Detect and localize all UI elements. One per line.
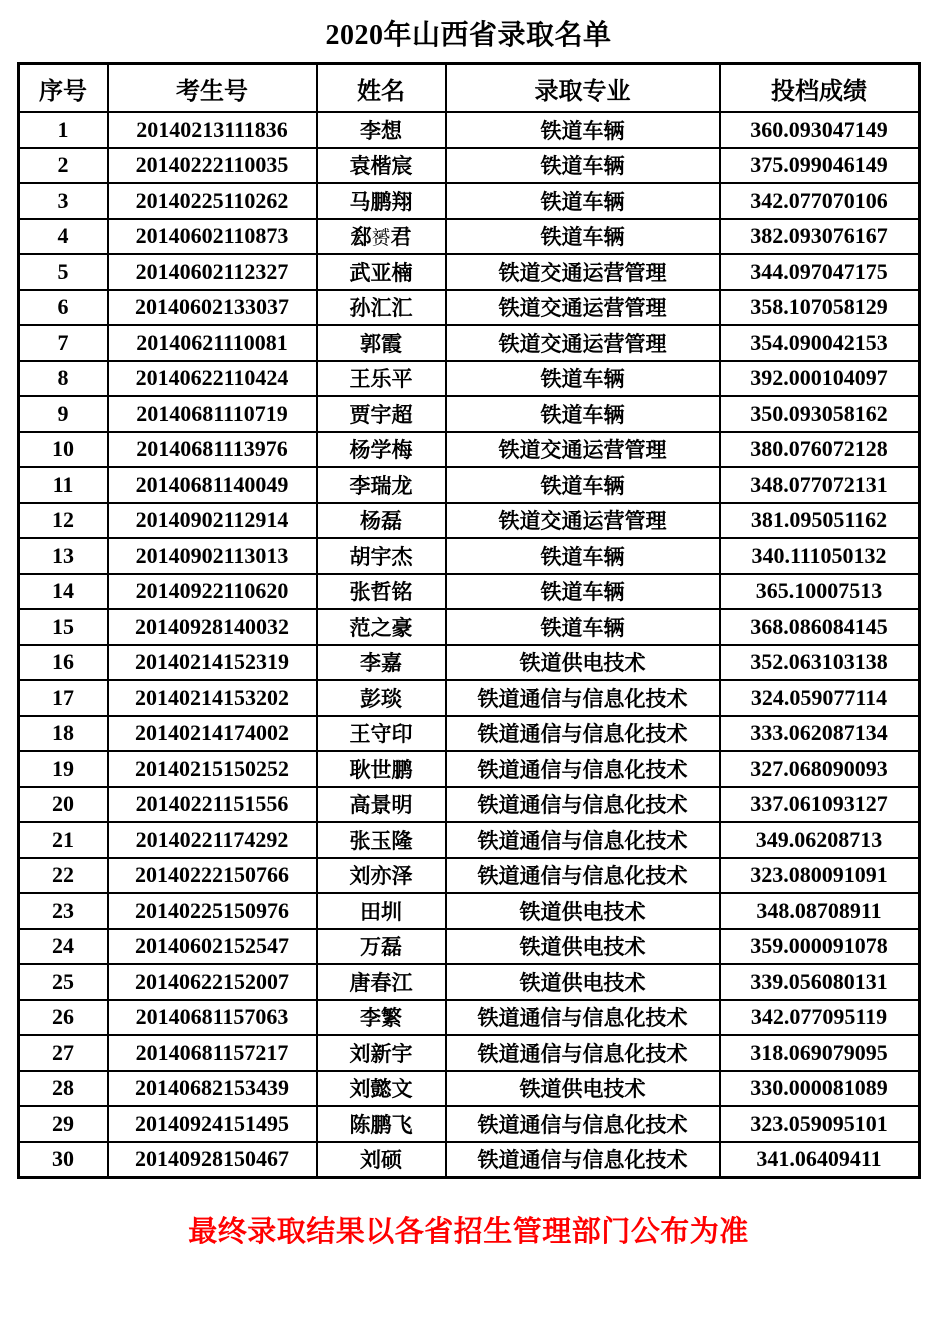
table-row <box>18 1035 919 1071</box>
table-row <box>18 325 919 361</box>
index-cell: 29 <box>18 1106 108 1142</box>
major-cell: 铁道交通运营管理 <box>446 432 720 468</box>
col-header-score: 投档成绩 <box>720 64 920 113</box>
table-row <box>18 396 919 432</box>
candidate-no-cell: 20140902112914 <box>108 503 317 539</box>
index-cell: 5 <box>18 254 108 290</box>
table-row <box>18 219 919 255</box>
index-cell: 18 <box>18 716 108 752</box>
score-cell: 344.097047175 <box>720 254 920 290</box>
candidate-no-cell: 20140681113976 <box>108 432 317 468</box>
table-row <box>18 964 919 1000</box>
name-cell: 彭琰 <box>317 680 446 716</box>
index-cell: 14 <box>18 574 108 610</box>
page-title: 2020年山西省录取名单 <box>325 20 612 51</box>
name-cell <box>317 219 446 255</box>
name-cell: 胡宇杰 <box>317 538 446 574</box>
candidate-no-cell: 20140681157217 <box>108 1035 317 1071</box>
major-cell: 铁道车辆 <box>446 609 720 645</box>
name-cell: 贾宇超 <box>317 396 446 432</box>
index-cell: 22 <box>18 858 108 894</box>
score-cell: 392.000104097 <box>720 361 920 397</box>
score-cell: 358.107058129 <box>720 290 920 326</box>
candidate-no-cell: 20140928140032 <box>108 609 317 645</box>
name-cell: 刘新宇 <box>317 1035 446 1071</box>
name-glyph: 君 <box>390 226 412 250</box>
candidate-no-cell: 20140681140049 <box>108 467 317 503</box>
major-cell: 铁道交通运营管理 <box>446 290 720 326</box>
candidate-no-cell: 20140928150467 <box>108 1142 317 1178</box>
table-row <box>18 787 919 823</box>
table-row <box>18 361 919 397</box>
score-cell: 349.06208713 <box>720 822 920 858</box>
major-cell: 铁道通信与信息化技术 <box>446 1106 720 1142</box>
score-cell: 360.093047149 <box>720 112 920 148</box>
table-row <box>18 503 919 539</box>
candidate-no-cell: 20140225150976 <box>108 893 317 929</box>
table-row <box>18 645 919 681</box>
score-cell: 337.061093127 <box>720 787 920 823</box>
major-cell: 铁道通信与信息化技术 <box>446 751 720 787</box>
score-cell: 342.077070106 <box>720 183 920 219</box>
index-cell: 19 <box>18 751 108 787</box>
score-cell: 375.099046149 <box>720 148 920 184</box>
major-cell: 铁道供电技术 <box>446 964 720 1000</box>
major-cell: 铁道车辆 <box>446 112 720 148</box>
index-cell: 15 <box>18 609 108 645</box>
table-row <box>18 893 919 929</box>
col-header-index: 序号 <box>18 64 108 113</box>
index-cell: 2 <box>18 148 108 184</box>
major-cell: 铁道通信与信息化技术 <box>446 1035 720 1071</box>
major-cell: 铁道供电技术 <box>446 645 720 681</box>
score-cell: 380.076072128 <box>720 432 920 468</box>
table-row <box>18 929 919 965</box>
candidate-no-cell: 20140222150766 <box>108 858 317 894</box>
table-row <box>18 1106 919 1142</box>
major-cell: 铁道供电技术 <box>446 929 720 965</box>
index-cell: 12 <box>18 503 108 539</box>
name-cell: 李想 <box>317 112 446 148</box>
name-cell: 张哲铭 <box>317 574 446 610</box>
table-row <box>18 112 919 148</box>
major-cell: 铁道车辆 <box>446 396 720 432</box>
table-row <box>18 467 919 503</box>
score-cell: 365.10007513 <box>720 574 920 610</box>
major-cell: 铁道供电技术 <box>446 893 720 929</box>
score-cell: 324.059077114 <box>720 680 920 716</box>
index-cell: 9 <box>18 396 108 432</box>
index-cell: 21 <box>18 822 108 858</box>
index-cell: 16 <box>18 645 108 681</box>
name-cell: 耿世鹏 <box>317 751 446 787</box>
fallback-glyph: 赟 <box>371 228 391 250</box>
table-row <box>18 148 919 184</box>
name-cell: 刘硕 <box>317 1142 446 1178</box>
candidate-no-cell: 20140602110873 <box>108 219 317 255</box>
candidate-no-cell: 20140681110719 <box>108 396 317 432</box>
major-cell: 铁道车辆 <box>446 183 720 219</box>
index-cell: 30 <box>18 1142 108 1178</box>
score-cell: 342.077095119 <box>720 1000 920 1036</box>
candidate-no-cell: 20140222110035 <box>108 148 317 184</box>
name-cell: 李瑞龙 <box>317 467 446 503</box>
score-cell: 352.063103138 <box>720 645 920 681</box>
index-cell: 23 <box>18 893 108 929</box>
table-row <box>18 574 919 610</box>
candidate-no-cell: 20140221174292 <box>108 822 317 858</box>
table-row <box>18 1000 919 1036</box>
major-cell: 铁道交通运营管理 <box>446 325 720 361</box>
major-cell: 铁道车辆 <box>446 574 720 610</box>
index-cell: 13 <box>18 538 108 574</box>
candidate-no-cell: 20140681157063 <box>108 1000 317 1036</box>
candidate-no-cell: 20140221151556 <box>108 787 317 823</box>
score-cell: 340.111050132 <box>720 538 920 574</box>
index-cell: 24 <box>18 929 108 965</box>
index-cell: 11 <box>18 467 108 503</box>
candidate-no-cell: 20140622152007 <box>108 964 317 1000</box>
table-row <box>18 183 919 219</box>
footer-notice: 最终录取结果以各省招生管理部门公布为准 <box>188 1216 749 1248</box>
table-row <box>18 751 919 787</box>
table-row <box>18 1071 919 1107</box>
major-cell: 铁道通信与信息化技术 <box>446 1142 720 1178</box>
name-cell: 郭霞 <box>317 325 446 361</box>
candidate-no-cell: 20140215150252 <box>108 751 317 787</box>
score-cell: 348.077072131 <box>720 467 920 503</box>
col-header-candidate-no: 考生号 <box>108 64 317 113</box>
col-header-major: 录取专业 <box>446 64 720 113</box>
name-cell: 杨磊 <box>317 503 446 539</box>
candidate-no-cell: 20140621110081 <box>108 325 317 361</box>
major-cell: 铁道通信与信息化技术 <box>446 716 720 752</box>
table-row <box>18 822 919 858</box>
name-cell: 范之豪 <box>317 609 446 645</box>
index-cell: 26 <box>18 1000 108 1036</box>
index-cell: 4 <box>18 219 108 255</box>
index-cell: 3 <box>18 183 108 219</box>
name-cell: 高景明 <box>317 787 446 823</box>
major-cell: 铁道车辆 <box>446 467 720 503</box>
major-cell: 铁道车辆 <box>446 148 720 184</box>
name-cell: 刘亦泽 <box>317 858 446 894</box>
name-cell: 武亚楠 <box>317 254 446 290</box>
score-cell: 350.093058162 <box>720 396 920 432</box>
name-cell: 袁楷宸 <box>317 148 446 184</box>
score-cell: 318.069079095 <box>720 1035 920 1071</box>
name-glyph: 郄 <box>350 226 372 250</box>
score-cell: 323.059095101 <box>720 1106 920 1142</box>
major-cell: 铁道通信与信息化技术 <box>446 822 720 858</box>
index-cell: 17 <box>18 680 108 716</box>
table-body <box>18 112 919 1178</box>
score-cell: 354.090042153 <box>720 325 920 361</box>
name-cell: 马鹏翔 <box>317 183 446 219</box>
col-header-name: 姓名 <box>317 64 446 113</box>
major-cell: 铁道车辆 <box>446 219 720 255</box>
table-row <box>18 858 919 894</box>
candidate-no-cell: 20140622110424 <box>108 361 317 397</box>
name-cell: 孙汇汇 <box>317 290 446 326</box>
index-cell: 1 <box>18 112 108 148</box>
score-cell: 330.000081089 <box>720 1071 920 1107</box>
index-cell: 8 <box>18 361 108 397</box>
score-cell: 359.000091078 <box>720 929 920 965</box>
index-cell: 7 <box>18 325 108 361</box>
candidate-no-cell: 20140902113013 <box>108 538 317 574</box>
score-cell: 382.093076167 <box>720 219 920 255</box>
score-cell: 323.080091091 <box>720 858 920 894</box>
index-cell: 10 <box>18 432 108 468</box>
candidate-no-cell: 20140682153439 <box>108 1071 317 1107</box>
candidate-no-cell: 20140602133037 <box>108 290 317 326</box>
name-cell: 李繁 <box>317 1000 446 1036</box>
name-cell: 田圳 <box>317 893 446 929</box>
major-cell: 铁道车辆 <box>446 538 720 574</box>
candidate-no-cell: 20140922110620 <box>108 574 317 610</box>
index-cell: 27 <box>18 1035 108 1071</box>
table-row <box>18 538 919 574</box>
candidate-no-cell: 20140602112327 <box>108 254 317 290</box>
score-cell: 348.08708911 <box>720 893 920 929</box>
candidate-no-cell: 20140602152547 <box>108 929 317 965</box>
name-cell: 唐春江 <box>317 964 446 1000</box>
score-cell: 333.062087134 <box>720 716 920 752</box>
score-cell: 368.086084145 <box>720 609 920 645</box>
table-header <box>18 64 919 113</box>
table-row <box>18 432 919 468</box>
table-row <box>18 1142 919 1178</box>
admission-table <box>17 62 921 1179</box>
name-cell: 李嘉 <box>317 645 446 681</box>
table-row <box>18 716 919 752</box>
candidate-no-cell: 20140214174002 <box>108 716 317 752</box>
candidate-no-cell: 20140213111836 <box>108 112 317 148</box>
score-cell: 381.095051162 <box>720 503 920 539</box>
name-cell: 万磊 <box>317 929 446 965</box>
name-cell: 张玉隆 <box>317 822 446 858</box>
table-row <box>18 254 919 290</box>
score-cell: 341.06409411 <box>720 1142 920 1178</box>
table-row <box>18 290 919 326</box>
candidate-no-cell: 20140924151495 <box>108 1106 317 1142</box>
major-cell: 铁道通信与信息化技术 <box>446 680 720 716</box>
index-cell: 25 <box>18 964 108 1000</box>
name-cell: 刘懿文 <box>317 1071 446 1107</box>
major-cell: 铁道通信与信息化技术 <box>446 787 720 823</box>
major-cell: 铁道通信与信息化技术 <box>446 858 720 894</box>
name-cell: 王乐平 <box>317 361 446 397</box>
name-cell: 王守印 <box>317 716 446 752</box>
candidate-no-cell: 20140225110262 <box>108 183 317 219</box>
major-cell: 铁道供电技术 <box>446 1071 720 1107</box>
index-cell: 20 <box>18 787 108 823</box>
major-cell: 铁道车辆 <box>446 361 720 397</box>
index-cell: 6 <box>18 290 108 326</box>
index-cell: 28 <box>18 1071 108 1107</box>
major-cell: 铁道交通运营管理 <box>446 254 720 290</box>
table-row <box>18 609 919 645</box>
candidate-no-cell: 20140214153202 <box>108 680 317 716</box>
score-cell: 327.068090093 <box>720 751 920 787</box>
candidate-no-cell: 20140214152319 <box>108 645 317 681</box>
table-row <box>18 680 919 716</box>
major-cell: 铁道交通运营管理 <box>446 503 720 539</box>
score-cell: 339.056080131 <box>720 964 920 1000</box>
name-cell: 陈鹏飞 <box>317 1106 446 1142</box>
major-cell: 铁道通信与信息化技术 <box>446 1000 720 1036</box>
header-row <box>18 64 919 113</box>
name-cell: 杨学梅 <box>317 432 446 468</box>
